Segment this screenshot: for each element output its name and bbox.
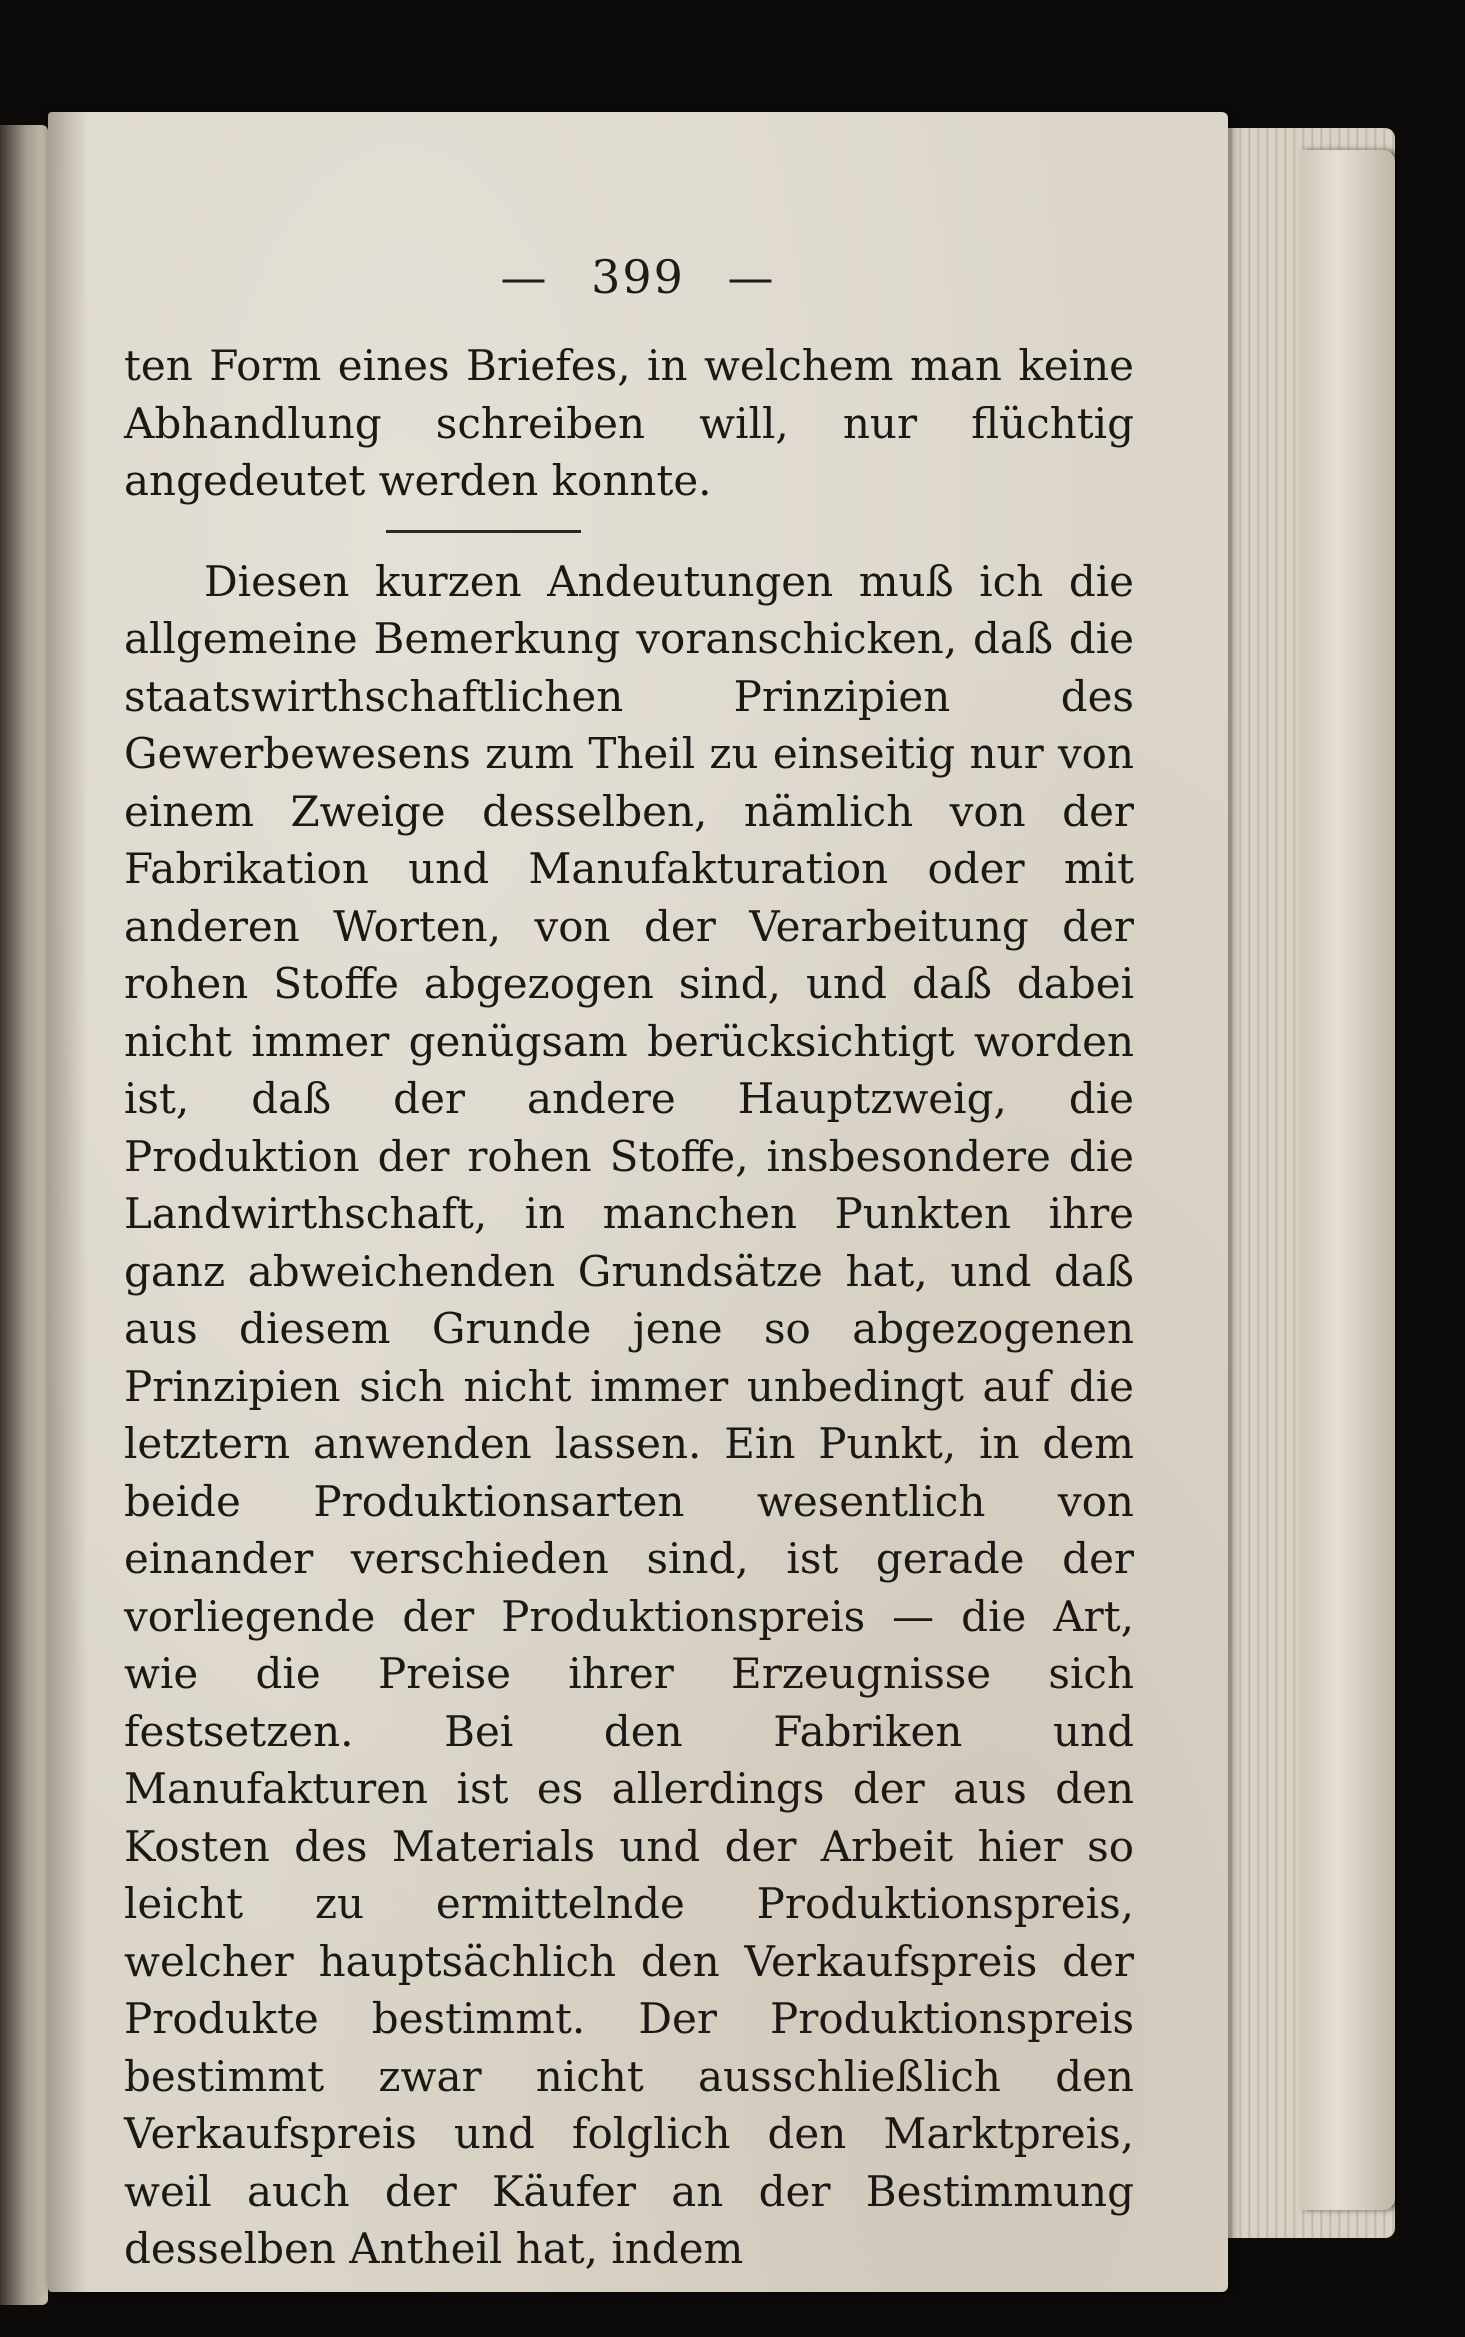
- page-header: [48, 250, 1228, 304]
- page-gutter-shadow: [48, 112, 88, 2292]
- header-dash-left: —: [500, 250, 549, 304]
- paragraph-main: Diesen kurzen Andeutungen muß ich die allgemeine Bemerkung voranschicken, daß die staatswirthschaftlichen Prinzipien des Gewerbewesens zum Theil zu einseitig nur von einem Zweige desselben, nämlich von der Fabrikation und Manufakturation oder mit anderen Worten, von der Verarbeitung der rohen Stoffe abgezogen sind, und daß dabei nicht immer genügsam berücksichtigt worden ist, daß der andere Hauptzweig, die Produktion der rohen Stoffe, insbesondere die Landwirthschaft, in manchen Punkten ihre ganz abweichenden Grundsätze hat, und daß aus diesem Grunde jene so abgezogenen Prinzipien sich nicht immer unbedingt auf die letztern anwenden lassen. Ein Punkt, in dem beide Produktionsarten wesentlich von einander verschieden sind, ist gerade der vorliegende der Produktionspreis — die Art, wie die Preise ihrer Erzeugnisse sich festsetzen. Bei den Fabriken und Manufakturen ist es allerdings der aus den Kosten des Materials und der Arbeit hier so leicht zu ermittelnde Produktionspreis, welcher hauptsächlich den Verkaufspreis der Produkte bestimmt. Der Produktionspreis bestimmt zwar nicht ausschließlich den Verkaufspreis und folglich den Marktpreis, weil auch der Käufer an der Bestimmung desselben Antheil hat, indem: [124, 556, 1134, 2273]
- page-body: [124, 337, 1134, 2278]
- section-divider: [386, 530, 581, 533]
- page-number: 399: [591, 250, 685, 304]
- paragraph-continued: ten Form eines Briefes, in welchem man keine Abhandlung schreiben will, nur flüchtig angedeutet werden konnte.: [124, 341, 1134, 505]
- book-page: [48, 112, 1228, 2292]
- book-cover-edge: [1300, 150, 1395, 2210]
- header-dash-right: —: [727, 250, 776, 304]
- facing-page-edge: [0, 125, 48, 2305]
